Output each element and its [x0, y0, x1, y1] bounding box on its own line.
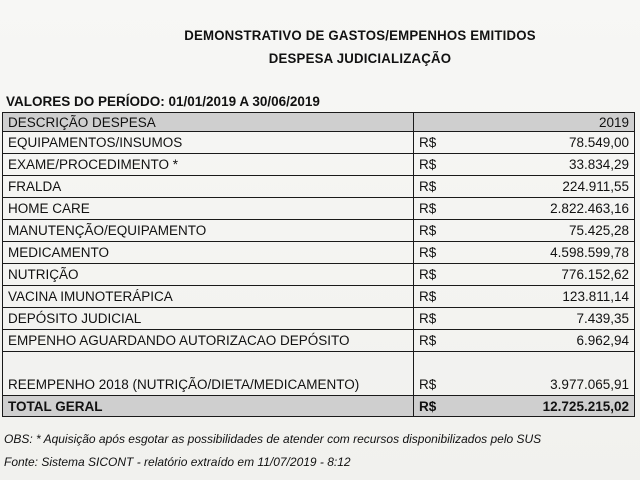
- row-currency: R$: [414, 286, 485, 308]
- row-description: MEDICAMENTO: [3, 242, 414, 264]
- row-value: 33.834,29: [484, 154, 635, 176]
- total-value: 12.725.215,02: [484, 396, 635, 417]
- row-currency: R$: [414, 132, 485, 154]
- row-value: 2.822.463,16: [484, 198, 635, 220]
- row-description: REEMPENHO 2018 (NUTRIÇÃO/DIETA/MEDICAMENTO): [3, 352, 414, 396]
- observation-note: OBS: * Aquisição após esgotar as possibilidades de atender com recursos disponibilizados pelo SUS: [4, 432, 542, 446]
- row-description: VACINA IMUNOTERÁPICA: [3, 286, 414, 308]
- row-value: 123.811,14: [484, 286, 635, 308]
- table-row: [3, 330, 635, 352]
- table-row: [3, 176, 635, 198]
- table-row: [3, 308, 635, 330]
- header-year: 2019: [484, 113, 635, 132]
- row-currency: R$: [414, 308, 485, 330]
- row-value: 3.977.065,91: [484, 352, 635, 396]
- row-description: NUTRIÇÃO: [3, 264, 414, 286]
- row-description: EMPENHO AGUARDANDO AUTORIZACAO DEPÓSITO: [3, 330, 414, 352]
- row-value: 78.549,00: [484, 132, 635, 154]
- row-description: MANUTENÇÃO/EQUIPAMENTO: [3, 220, 414, 242]
- table-header-row: [3, 113, 635, 132]
- total-currency: R$: [414, 396, 485, 417]
- table-row: [3, 286, 635, 308]
- row-currency: R$: [414, 198, 485, 220]
- total-row: [3, 396, 635, 417]
- table-row: [3, 352, 635, 396]
- row-value: 75.425,28: [484, 220, 635, 242]
- row-description: EQUIPAMENTOS/INSUMOS: [3, 132, 414, 154]
- table-row: [3, 132, 635, 154]
- row-currency: R$: [414, 352, 485, 396]
- header-currency-spacer: [414, 113, 485, 132]
- row-currency: R$: [414, 264, 485, 286]
- source-note: Fonte: Sistema SICONT - relatório extraído em 11/07/2019 - 8:12: [4, 455, 351, 469]
- row-description: FRALDA: [3, 176, 414, 198]
- row-description: EXAME/PROCEDIMENTO *: [3, 154, 414, 176]
- row-value: 7.439,35: [484, 308, 635, 330]
- row-currency: R$: [414, 176, 485, 198]
- expense-table: [2, 112, 635, 417]
- document-subtitle: DESPESA JUDICIALIZAÇÃO: [268, 51, 452, 66]
- document-title: DEMONSTRATIVO DE GASTOS/EMPENHOS EMITIDOS: [184, 28, 536, 43]
- row-currency: R$: [414, 154, 485, 176]
- header-description: DESCRIÇÃO DESPESA: [3, 113, 414, 132]
- table-row: [3, 198, 635, 220]
- row-value: 776.152,62: [484, 264, 635, 286]
- row-value: 224.911,55: [484, 176, 635, 198]
- table-row: [3, 220, 635, 242]
- row-description: HOME CARE: [3, 198, 414, 220]
- total-label: TOTAL GERAL: [3, 396, 414, 417]
- row-currency: R$: [414, 242, 485, 264]
- row-currency: R$: [414, 330, 485, 352]
- table-row: [3, 264, 635, 286]
- row-description: DEPÓSITO JUDICIAL: [3, 308, 414, 330]
- table-row: [3, 242, 635, 264]
- row-currency: R$: [414, 220, 485, 242]
- row-value: 4.598.599,78: [484, 242, 635, 264]
- row-value: 6.962,94: [484, 330, 635, 352]
- period-label: VALORES DO PERÍODO: 01/01/2019 A 30/06/2019: [6, 94, 320, 109]
- table-row: [3, 154, 635, 176]
